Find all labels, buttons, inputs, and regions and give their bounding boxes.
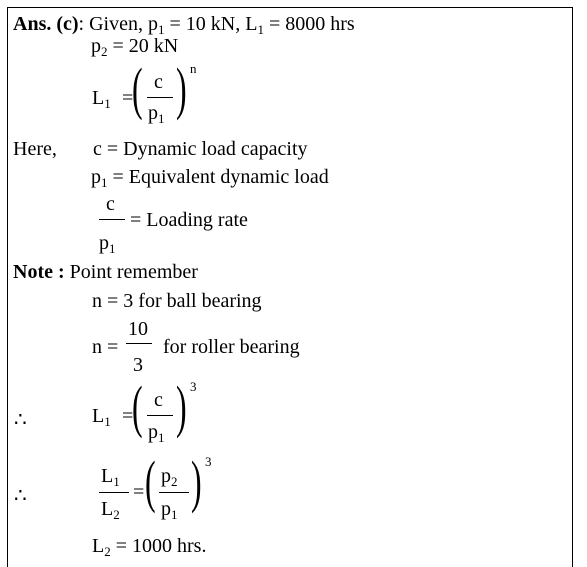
fraction-bar xyxy=(126,343,152,344)
final-result: $L_2 = 1000$ hrs. xyxy=(92,535,207,559)
answer-box: Ans. (c): Given, $p_1 = 10$ kN, $L_1 = 8000$ hrs $p_2 = 20$ kN $L_1$ = ( c $p_1$ ) n Here, c = Dynamic load capacity $p_1$ = Equivalent dynamic load c $p_1$ = Loading rate Note : Point remember n = 3 for ball bearing n = 10 3 for roller bearing ∴ $L_1$ = ( c $p_1$ ) 3 ∴ $L_1$ $L_2$ = ( $p_2$ $p_1$ ) 3 $L_2 = 1000$ hrs. xyxy=(7,7,573,567)
fraction-bar xyxy=(147,415,173,416)
note-line: Note : Point remember xyxy=(13,261,198,283)
fraction-bar xyxy=(99,492,129,493)
ball-bearing-rule: n = 3 for ball bearing xyxy=(92,290,262,312)
given-p2: $p_2 = 20$ kN xyxy=(91,35,179,59)
therefore-symbol: ∴ xyxy=(14,409,27,431)
fraction-bar xyxy=(99,219,125,220)
definition-p1: $p_1$ = Equivalent dynamic load xyxy=(91,166,329,190)
note-label: Note : xyxy=(13,261,65,283)
here-label: Here, xyxy=(13,138,57,160)
fraction-bar xyxy=(159,492,189,493)
therefore-symbol: ∴ xyxy=(14,485,27,507)
answer-line: Ans. (c): Given, $p_1 = 10$ kN, $L_1 = 8000$ hrs xyxy=(13,13,355,37)
answer-label: Ans. (c) xyxy=(13,13,79,35)
definition-c: c = Dynamic load capacity xyxy=(93,138,308,160)
fraction-bar xyxy=(147,97,173,98)
